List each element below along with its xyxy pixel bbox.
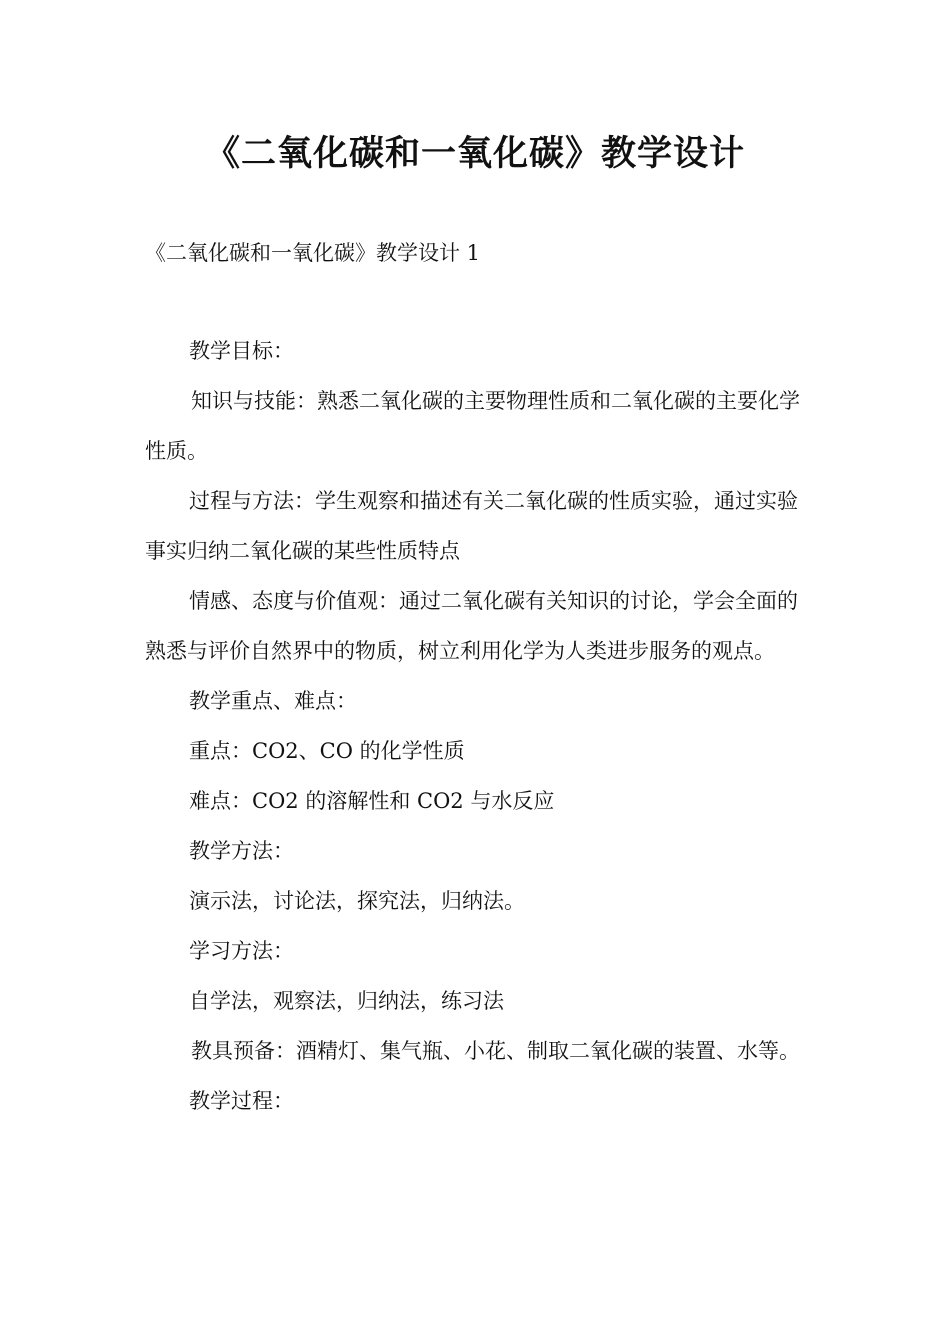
- paragraph-key-point: 重点：CO2、CO 的化学性质: [189, 739, 465, 763]
- paragraph-teaching-methods-heading: 教学方法：: [189, 839, 294, 863]
- document-title: 《二氧化碳和一氧化碳》教学设计: [204, 134, 745, 174]
- paragraph-knowledge-skills: 知识与技能：熟悉二氧化碳的主要物理性质和二氧化碳的主要化学性质。: [145, 389, 800, 463]
- paragraph-emotion-values: 情感、态度与价值观：通过二氧化碳有关知识的讨论，学会全面的熟悉与评价自然界中的物质，树立利用化学为人类进步服务的观点。: [145, 589, 798, 663]
- document-subtitle: 《二氧化碳和一氧化碳》教学设计 1: [145, 241, 481, 265]
- paragraph-process-methods: 过程与方法：学生观察和描述有关二氧化碳的性质实验，通过实验事实归纳二氧化碳的某些性质特点: [145, 489, 798, 563]
- paragraph-teaching-process: 教学过程：: [189, 1089, 294, 1113]
- paragraph-teaching-goals: 教学目标：: [189, 339, 294, 363]
- paragraph-key-difficult-points: 教学重点、难点：: [189, 689, 357, 713]
- paragraph-teaching-methods: 演示法，讨论法，探究法，归纳法。: [189, 889, 525, 913]
- paragraph-learning-methods-heading: 学习方法：: [189, 939, 294, 963]
- paragraph-difficult-point: 难点：CO2 的溶解性和 CO2 与水反应: [189, 789, 555, 813]
- paragraph-learning-methods: 自学法，观察法，归纳法，练习法: [189, 989, 504, 1013]
- document-body: [145, 326, 810, 1126]
- paragraph-teaching-aids: 教具预备：酒精灯、集气瓶、小花、制取二氧化碳的装置、水等。: [191, 1039, 800, 1063]
